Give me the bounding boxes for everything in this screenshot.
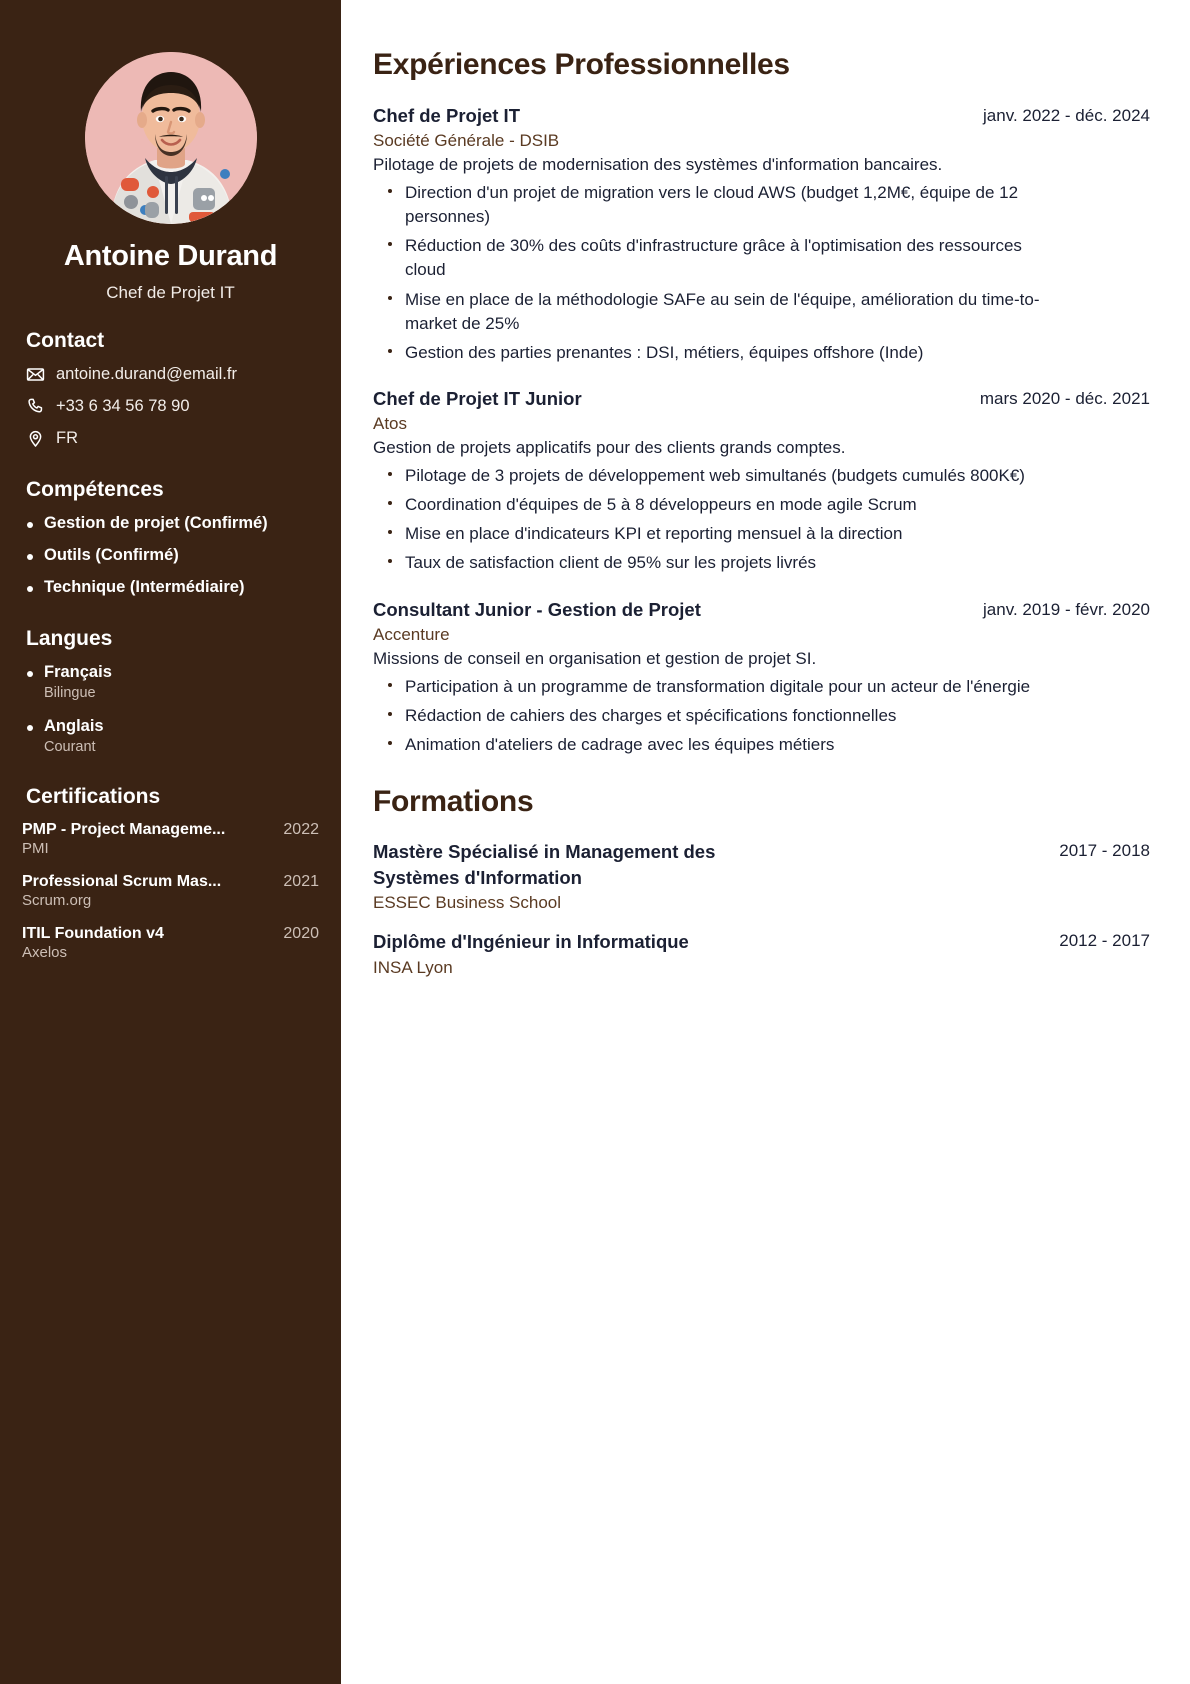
location-pin-icon [26, 429, 45, 448]
experience-date: janv. 2022 - déc. 2024 [983, 106, 1150, 125]
certification-top [22, 925, 319, 943]
person-name: Antoine Durand [63, 240, 278, 272]
certification-item [22, 925, 319, 961]
certification-name: PMP - Project Manageme... [22, 821, 226, 838]
experience-header [373, 387, 1150, 412]
experience-header [373, 598, 1150, 623]
certification-item [22, 873, 319, 909]
certification-item [22, 821, 319, 857]
education-title: Diplôme d'Ingénieur in Informatique [373, 931, 689, 953]
certifications-list [22, 821, 319, 961]
certification-name: Professional Scrum Mas... [22, 873, 222, 890]
education-title: Mastère Spécialisé in Management des Systèmes d'Information [373, 841, 716, 888]
certification-year: 2022 [283, 821, 319, 838]
certification-issuer: Scrum.org [22, 892, 92, 909]
experience-title: Consultant Junior - Gestion de Projet [373, 598, 701, 620]
languages-heading: Langues [26, 627, 113, 650]
sidebar [0, 0, 341, 1684]
experience-bullets [373, 464, 1150, 576]
experience-organization: Société Générale - DSIB [373, 130, 560, 150]
experience-bullets [373, 675, 1150, 757]
experience-section-title: Expériences Professionnelles [373, 48, 790, 81]
certification-name: ITIL Foundation v4 [22, 925, 164, 942]
certification-year: 2021 [283, 873, 319, 890]
skill-item: Technique (Intermédiaire) [22, 578, 319, 597]
experience-bullet: Mise en place de la méthodologie SAFe au sein de l'équipe, amélioration du time-to-market de 25% [373, 288, 1045, 336]
education-school: INSA Lyon [373, 957, 453, 977]
contact-location[interactable] [22, 429, 319, 448]
certification-year: 2020 [283, 925, 319, 942]
education-entry [373, 929, 1150, 978]
experience-bullet: Participation à un programme de transformation digitale pour un acteur de l'énergie [373, 675, 1045, 699]
language-item [22, 717, 319, 755]
phone-icon [26, 397, 45, 416]
experience-bullets [373, 181, 1150, 365]
envelope-icon [26, 365, 45, 384]
experience-title: Chef de Projet IT Junior [373, 387, 582, 409]
contact-phone[interactable] [22, 397, 319, 416]
language-level: Courant [44, 739, 96, 755]
person-role: Chef de Projet IT [106, 283, 235, 302]
education-header [373, 929, 1150, 955]
experience-date: mars 2020 - déc. 2021 [979, 388, 1150, 408]
contact-location-value: FR [56, 429, 78, 447]
certifications-heading: Certifications [26, 785, 161, 808]
certification-issuer: PMI [22, 840, 49, 857]
experience-bullet: Réduction de 30% des coûts d'infrastructure grâce à l'optimisation des ressources cloud [373, 234, 1045, 282]
language-name: Français [44, 663, 112, 681]
education-header [373, 839, 1150, 890]
contact-heading: Contact [26, 329, 105, 352]
experience-summary: Pilotage de projets de modernisation des systèmes d'information bancaires. [373, 154, 943, 174]
experience-bullet: Direction d'un projet de migration vers le cloud AWS (budget 1,2M€, équipe de 12 personnes) [373, 181, 1045, 229]
contact-email-value: antoine.durand@email.fr [56, 365, 237, 383]
experience-header [373, 104, 1150, 129]
experience-entry [373, 387, 1150, 576]
certification-top [22, 821, 319, 839]
contact-email[interactable] [22, 365, 319, 384]
experience-summary: Missions de conseil en organisation et gestion de projet SI. [373, 648, 817, 668]
experience-summary: Gestion de projets applicatifs pour des clients grands comptes. [373, 437, 846, 457]
experience-bullet: Gestion des parties prenantes : DSI, métiers, équipes offshore (Inde) [373, 341, 1045, 365]
contact-list [22, 365, 319, 448]
main-content [341, 0, 1190, 1684]
languages-list [22, 663, 319, 755]
avatar-wrapper [22, 52, 319, 224]
skill-item: Outils (Confirmé) [22, 546, 319, 565]
experience-bullet: Animation d'ateliers de cadrage avec les équipes métiers [373, 733, 1045, 757]
education-entry [373, 839, 1150, 913]
skill-item: Gestion de projet (Confirmé) [22, 514, 319, 533]
certification-top [22, 873, 319, 891]
experience-title: Chef de Projet IT [373, 105, 520, 126]
experience-organization: Atos [373, 413, 408, 433]
education-date: 2017 - 2018 [1059, 841, 1150, 861]
experience-bullet: Coordination d'équipes de 5 à 8 développeurs en mode agile Scrum [373, 493, 1045, 517]
skills-heading: Compétences [26, 478, 164, 501]
language-name: Anglais [44, 717, 104, 735]
skills-list [22, 514, 319, 597]
language-level: Bilingue [44, 685, 96, 701]
experience-bullet: Taux de satisfaction client de 95% sur les projets livrés [373, 551, 1045, 575]
education-school: ESSEC Business School [373, 893, 562, 913]
education-section-title: Formations [373, 785, 534, 819]
contact-phone-value: +33 6 34 56 78 90 [56, 397, 190, 415]
experience-bullet: Pilotage de 3 projets de développement web simultanés (budgets cumulés 800K€) [373, 464, 1045, 488]
certification-issuer: Axelos [22, 944, 68, 961]
experience-bullet: Rédaction de cahiers des charges et spécifications fonctionnelles [373, 704, 1045, 728]
experience-entry [373, 598, 1150, 757]
experience-date: janv. 2019 - févr. 2020 [983, 599, 1150, 619]
language-item [22, 663, 319, 701]
education-date: 2012 - 2017 [1059, 931, 1150, 951]
avatar [85, 52, 257, 224]
experience-organization: Accenture [373, 624, 450, 644]
experience-entry [373, 104, 1150, 365]
experience-bullet: Mise en place d'indicateurs KPI et reporting mensuel à la direction [373, 522, 1045, 546]
